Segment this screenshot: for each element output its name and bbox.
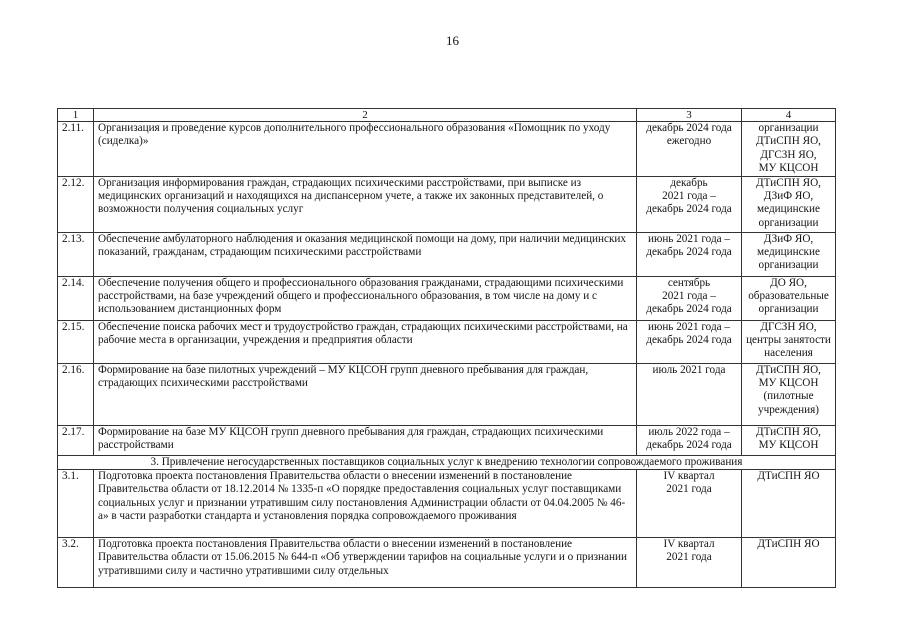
- responsible-cell: [742, 232, 836, 276]
- table-row: [58, 470, 836, 538]
- activity-text: Организация информирования граждан, страдающих психическими расстройствами, при выписке из медицинских организаций и находящихся на диспансерном учете, а также их законных представителей, о возможности получения социальных услуг: [94, 176, 637, 232]
- row-number: 2.15.: [58, 320, 94, 363]
- responsible-cell-line: ДТиСПН ЯО: [757, 470, 820, 483]
- term-cell: [637, 538, 742, 588]
- responsible-cell-line: ДТиСПН ЯО: [757, 538, 820, 551]
- activity-text: Обеспечение поиска рабочих мест и трудоустройство граждан, страдающих психическими расстройствами, на рабочие места в организации, учреждения и предприятия области: [94, 320, 637, 363]
- activity-text: Формирование на базе МУ КЦСОН групп дневного пребывания для граждан, страдающих психическими расстройствами: [94, 425, 637, 455]
- responsible-cell: [742, 363, 836, 425]
- term-cell-line: ежегодно: [666, 135, 712, 148]
- term-cell-line: 2021 года: [666, 483, 712, 496]
- activity-text: Организация и проведение курсов дополнительного профессионального образования «Помощник по уходу (сиделка)»: [94, 122, 637, 177]
- responsible-cell: [742, 470, 836, 538]
- table-row: [58, 363, 836, 425]
- row-number: 2.16.: [58, 363, 94, 425]
- responsible-cell: [742, 320, 836, 363]
- table-row: [58, 122, 836, 177]
- responsible-cell-line: (пилотные: [763, 390, 814, 403]
- responsible-cell-line: организации: [758, 259, 819, 272]
- responsible-cell-line: образовательные: [748, 290, 829, 303]
- responsible-cell-line: ДТиСПН ЯО,: [756, 425, 821, 438]
- responsible-cell-line: МУ КЦСОН: [758, 377, 819, 390]
- responsible-cell-line: медицинские: [757, 203, 820, 216]
- term-cell-line: декабрь 2024 года: [646, 246, 732, 259]
- term-cell: [637, 425, 742, 455]
- row-number: 2.11.: [58, 122, 94, 177]
- responsible-cell-line: организации: [758, 122, 819, 134]
- responsible-cell-line: ДГСЗН ЯО,: [760, 320, 817, 333]
- responsible-cell-line: учреждения): [757, 403, 819, 416]
- term-cell-line: декабрь 2024 года: [646, 303, 732, 316]
- table-row: [58, 538, 836, 588]
- responsible-cell-line: медицинские: [757, 246, 820, 259]
- table-row: [58, 176, 836, 232]
- term-cell-line: июнь 2021 года –: [647, 320, 731, 333]
- responsible-cell-line: МУ КЦСОН: [758, 162, 819, 175]
- row-number: 3.1.: [58, 470, 94, 538]
- activity-text: Подготовка проекта постановления Правительства области о внесении изменений в постановление Правительства области от 18.12.2014 № 1335-п «О порядке предоставления социальных услуг поставщиками социальных услуг и признании утратившим силу постановления Администрации области от 04.04.2005 № 46-а» в части разработки стандарта и установления порядка сопровождаемого проживания: [94, 470, 637, 538]
- column-numbers-row: [58, 109, 836, 122]
- table-row: [58, 320, 836, 363]
- term-cell-line: июль 2021 года: [652, 363, 726, 376]
- responsible-cell-line: населения: [764, 347, 813, 360]
- term-cell: [637, 232, 742, 276]
- responsible-cell-line: ДТиСПН ЯО,: [756, 135, 821, 148]
- term-cell-line: июнь 2021 года –: [647, 232, 731, 245]
- term-cell-line: декабрь 2024 года: [646, 334, 732, 347]
- term-cell-line: 2021 года –: [662, 290, 716, 303]
- term-cell: [637, 122, 742, 177]
- responsible-cell: [742, 425, 836, 455]
- responsible-cell-line: ДТиСПН ЯО,: [756, 176, 821, 189]
- table-row: [58, 276, 836, 320]
- responsible-cell: [742, 176, 836, 232]
- term-cell-line: IV квартал: [663, 470, 715, 483]
- term-cell-line: декабрь 2024 года: [646, 203, 732, 216]
- page-number: 16: [446, 33, 459, 48]
- table-body: [58, 109, 836, 588]
- responsible-cell-line: ДТиСПН ЯО,: [756, 363, 821, 376]
- responsible-cell-line: организации: [758, 216, 819, 229]
- term-cell-line: IV квартал: [663, 538, 715, 551]
- term-cell-line: 2021 года: [666, 551, 712, 564]
- activities-table: [57, 108, 836, 588]
- column-number-4: 4: [742, 109, 836, 122]
- term-cell-line: июль 2022 года –: [648, 425, 730, 438]
- row-number: 2.13.: [58, 232, 94, 276]
- term-cell: [637, 176, 742, 232]
- section-heading-row: [58, 455, 836, 469]
- row-number: 2.17.: [58, 425, 94, 455]
- term-cell: [637, 276, 742, 320]
- term-cell: [637, 363, 742, 425]
- activity-text: Подготовка проекта постановления Правительства области о внесении изменений в постановление Правительства области от 15.06.2015 № 644-п «Об утверждении тарифов на социальные услуги и о признании утратившими силу и частично утратившими силу отдельных: [94, 538, 637, 588]
- term-cell: [637, 320, 742, 363]
- activity-text: Обеспечение получения общего и профессионального образования гражданами, страдающими психическими расстройствами, на базе учреждений общего и профессионального образования, в том числе на дому и с использованием дистанционных форм: [94, 276, 637, 320]
- column-number-1: 1: [58, 109, 94, 122]
- responsible-cell: [742, 276, 836, 320]
- term-cell-line: декабрь 2024 года: [646, 122, 732, 134]
- term-cell-line: сентябрь: [667, 276, 711, 289]
- column-number-2: 2: [94, 109, 637, 122]
- responsible-cell-line: центры занятости: [746, 334, 831, 347]
- term-cell-line: декабрь 2024 года: [646, 439, 732, 452]
- activity-text: Обеспечение амбулаторного наблюдения и оказания медицинской помощи на дому, при наличии медицинских показаний, гражданам, страдающим психическими расстройствами: [94, 232, 637, 276]
- activity-text: Формирование на базе пилотных учреждений – МУ КЦСОН групп дневного пребывания для граждан, страдающих психическими расстройствами: [94, 363, 637, 425]
- responsible-cell-line: МУ КЦСОН: [758, 439, 819, 452]
- term-cell: [637, 470, 742, 538]
- responsible-cell-line: ДО ЯО,: [770, 276, 807, 289]
- table-row: [58, 425, 836, 455]
- responsible-cell-line: организации: [758, 303, 819, 316]
- table-row: [58, 232, 836, 276]
- row-number: 2.14.: [58, 276, 94, 320]
- term-cell-line: декабрь: [670, 176, 708, 189]
- row-number: 3.2.: [58, 538, 94, 588]
- responsible-cell: [742, 538, 836, 588]
- term-cell-line: 2021 года –: [662, 190, 716, 203]
- responsible-cell: [742, 122, 836, 177]
- responsible-cell-line: ДЗиФ ЯО,: [763, 232, 814, 245]
- column-number-3: 3: [637, 109, 742, 122]
- row-number: 2.12.: [58, 176, 94, 232]
- responsible-cell-line: ДГСЗН ЯО,: [760, 148, 817, 161]
- responsible-cell-line: ДЗиФ ЯО,: [763, 190, 814, 203]
- section-heading: 3. Привлечение негосударственных поставщиков социальных услуг к внедрению технологии сопровождаемого проживания: [58, 455, 836, 469]
